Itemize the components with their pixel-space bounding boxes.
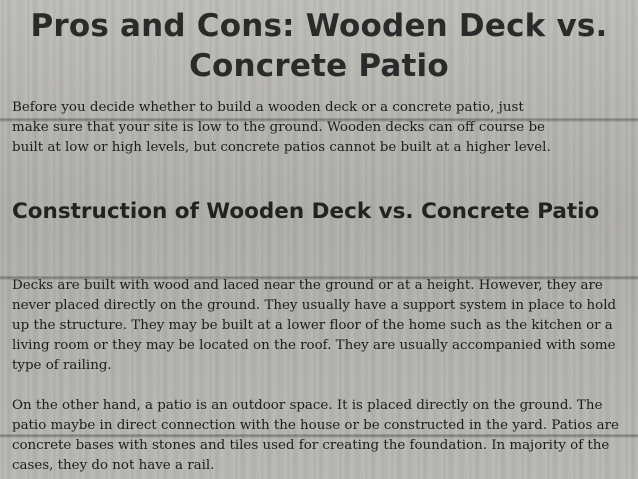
body-paragraph-decks: Decks are built with wood and laced near the ground or at a height. However, they are never placed directly on the ground. They usually have a support system in place to hold up the structure. They may be built at a lower floor of the home such as the kitchen or a living room or they may be located on the roof. They are usually accompanied with some type of railing. — [12, 278, 617, 373]
slide-title: Pros and Cons: Wooden Deck vs. Concrete Patio — [30, 8, 608, 84]
section-heading: Construction of Wooden Deck vs. Concrete Patio — [12, 199, 600, 224]
body-paragraph-patios: On the other hand, a patio is an outdoor space. It is placed directly on the ground. The patio maybe in direct connection with the house or be constructed in the yard. Patios are concrete bases with stones and tiles used for creating the foundation. In majority of the cases, they do not have a rail. — [12, 398, 619, 473]
intro-paragraph: Before you decide whether to build a wooden deck or a concrete patio, just make sure that your site is low to the ground. Wooden decks can off course be built at low or high levels, but concrete patios cannot be built at a higher level. — [12, 100, 551, 155]
